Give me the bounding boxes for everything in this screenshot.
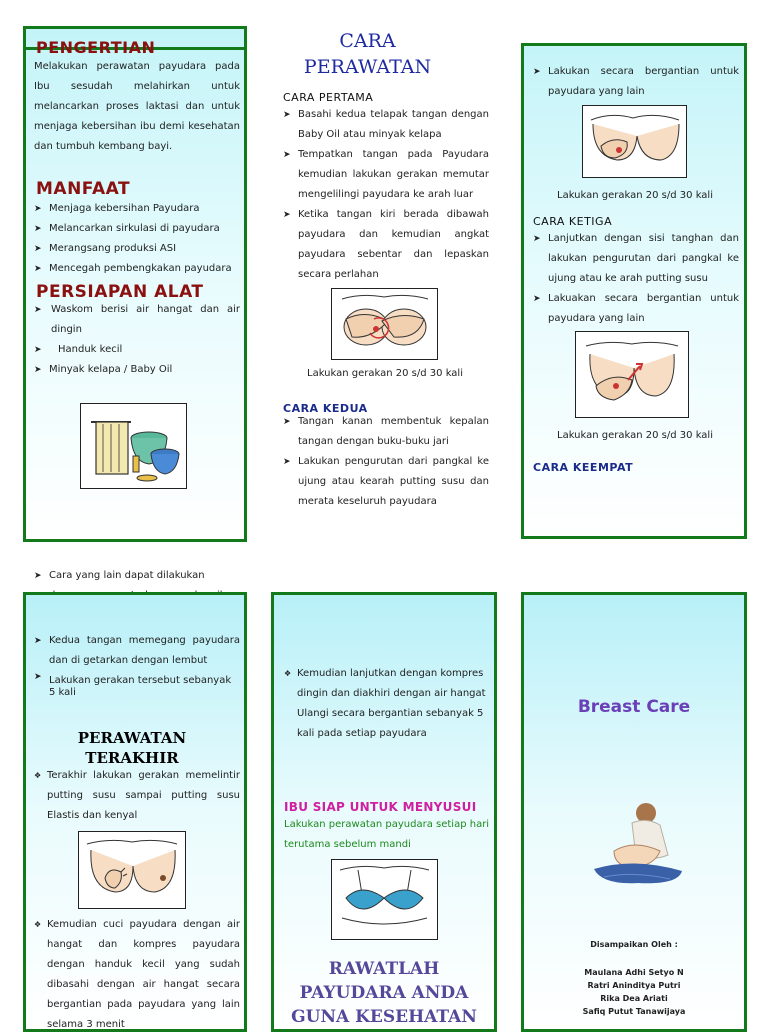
siap-menyusui-heading: IBU SIAP UNTUK MENYUSUI bbox=[284, 800, 477, 814]
list-item: ➤ Handuk kecil bbox=[34, 340, 240, 360]
breast-stroke-icon bbox=[576, 332, 688, 417]
right-illustration-2 bbox=[575, 331, 689, 418]
cara-ketiga-list bbox=[533, 229, 739, 329]
list-item: ➤ Mencegah pembengkakan payudara bbox=[34, 259, 244, 279]
bra-illustration bbox=[331, 859, 438, 940]
cara-pertama-illustration bbox=[331, 288, 438, 360]
perawatan-terakhir-heading bbox=[52, 728, 212, 768]
bottom-left-list bbox=[34, 631, 240, 699]
persiapan-list bbox=[34, 300, 240, 380]
cara-title-line1: CARA bbox=[339, 30, 396, 52]
slogan-line2: PAYUDARA ANDA bbox=[299, 983, 469, 1003]
list-item: ➤ Melancarkan sirkulasi di payudara bbox=[34, 219, 244, 239]
author-name: Rika Dea Ariati bbox=[600, 994, 668, 1003]
list-item: ➤ Basahi kedua telapak tangan dengan Baby Oil atau minyak kelapa bbox=[283, 105, 489, 145]
list-item: ➤ Lakukan secara bergantian untuk payudara yang lain bbox=[533, 62, 739, 102]
list-item: ➤ Kedua tangan memegang payudara dan di getarkan dengan lembut bbox=[34, 631, 240, 671]
cara-perawatan-title bbox=[295, 28, 440, 80]
kompres-list bbox=[284, 664, 486, 744]
cuci-list bbox=[34, 915, 240, 1035]
right-caption-2: Lakukan gerakan 20 s/d 30 kali bbox=[557, 430, 713, 441]
list-item: ➤ Lakukan pengurutan dari pangkal ke ujung atau kearah putting susu dan merata keseluruh payudara bbox=[283, 452, 489, 512]
list-item: ❖ Terakhir lakukan gerakan memelintir putting susu sampai putting susu Elastis dan kenyal bbox=[34, 766, 240, 826]
breastfeeding-mother-icon bbox=[574, 795, 694, 891]
nipple-twist-icon bbox=[79, 832, 185, 908]
equipment-illustration bbox=[80, 403, 187, 489]
list-item: ➤ Menjaga kebersihan Payudara bbox=[34, 199, 244, 219]
list-item: ➤ Minyak kelapa / Baby Oil bbox=[34, 360, 240, 380]
manfaat-list bbox=[34, 199, 244, 279]
breast-knuckle-icon bbox=[583, 106, 686, 177]
slogan-line3: GUNA KESEHATAN bbox=[291, 1007, 477, 1027]
breast-massage-icon bbox=[332, 289, 437, 359]
right-illustration-1 bbox=[582, 105, 687, 178]
author-name: Ratri Aninditya Putri bbox=[587, 981, 681, 990]
list-item: ❖ Kemudian cuci payudara dengan air hangat dan kompres payudara dengan handuk kecil yang sudah dibasahi dengan air hangat secara bergantian pada payudara yang lain selama 3 menit bbox=[34, 915, 240, 1035]
manfaat-heading: MANFAAT bbox=[36, 179, 131, 199]
cara-keempat-heading: CARA KEEMPAT bbox=[533, 461, 634, 474]
disampaikan-label: Disampaikan Oleh : bbox=[590, 940, 678, 949]
list-item: ➤ Merangsang produksi ASI bbox=[34, 239, 244, 259]
right-caption-1: Lakukan gerakan 20 s/d 30 kali bbox=[557, 190, 713, 201]
persiapan-heading: PERSIAPAN ALAT bbox=[36, 282, 204, 302]
authors-list bbox=[521, 966, 747, 1018]
list-item: ➤ Lakuakan secara bergantian untuk payudara yang lain bbox=[533, 289, 739, 329]
slogan bbox=[275, 957, 493, 1029]
siap-menyusui-text: Lakukan perawatan payudara setiap hari terutama sebelum mandi bbox=[284, 819, 490, 850]
mother-nursing-illustration bbox=[574, 795, 694, 891]
right-top-list bbox=[533, 62, 739, 102]
cara-ketiga-heading: CARA KETIGA bbox=[533, 215, 613, 228]
terakhir-illustration bbox=[78, 831, 186, 909]
bra-icon bbox=[332, 860, 437, 939]
list-item: ➤ Ketika tangan kiri berada dibawah payudara dan kemudian angkat payudara sebentar dan lepaskan secara perlahan bbox=[283, 205, 489, 285]
pengertian-text: Melakukan perawatan payudara pada Ibu sesudah melahirkan untuk melancarkan proses laktasi dan untuk menjaga kebersihan ibu demi kesehatan dan tumbuh kembang bayi. bbox=[34, 61, 240, 152]
cara-kedua-list bbox=[283, 412, 489, 512]
breast-care-title: Breast Care bbox=[577, 697, 691, 717]
list-item: ❖ Kemudian lanjutkan dengan kompres dingin dan diakhiri dengan air hangat Ulangi secara bergantian sebanyak 5 kali pada setiap payudara bbox=[284, 664, 486, 744]
cara-kedua-heading: CARA KEDUA bbox=[283, 402, 368, 415]
list-item: ➤ Tangan kanan membentuk kepalan tangan dengan buku-buku jari bbox=[283, 412, 489, 452]
list-item: ➤ Cara yang lain dapat dilakukan bbox=[34, 566, 244, 606]
terakhir-list bbox=[34, 766, 240, 826]
pengertian-heading: PENGERTIAN bbox=[36, 38, 156, 57]
cara-pertama-heading: CARA PERTAMA bbox=[283, 91, 374, 104]
list-item: ➤ Tempatkan tangan pada Payudara kemudian lakukan gerakan memutar mengelilingi payudara ke arah luar bbox=[283, 145, 489, 205]
cara-pertama-list bbox=[283, 105, 489, 285]
towel-basin-icon bbox=[81, 404, 186, 488]
author-name: Safiq Putut Tanawijaya bbox=[582, 1007, 686, 1016]
list-item: ➤ Waskom berisi air hangat dan air dingin bbox=[34, 300, 240, 340]
cara-pertama-caption: Lakukan gerakan 20 s/d 30 kali bbox=[307, 368, 463, 379]
terakhir-line2: TERAKHIR bbox=[85, 749, 179, 767]
cara-title-line2: PERAWATAN bbox=[303, 56, 432, 78]
slogan-line1: RAWATLAH bbox=[328, 959, 440, 979]
terakhir-line1: PERAWATAN bbox=[77, 729, 187, 747]
author-name: Maulana Adhi Setyo N bbox=[584, 968, 684, 977]
list-item: ➤ Lakukan gerakan tersebut sebanyak 5 kali bbox=[34, 671, 240, 699]
list-item: ➤ Lanjutkan dengan sisi tanghan dan lakukan pengurutan dari pangkal ke ujung atau ke arah putting susu bbox=[533, 229, 739, 289]
